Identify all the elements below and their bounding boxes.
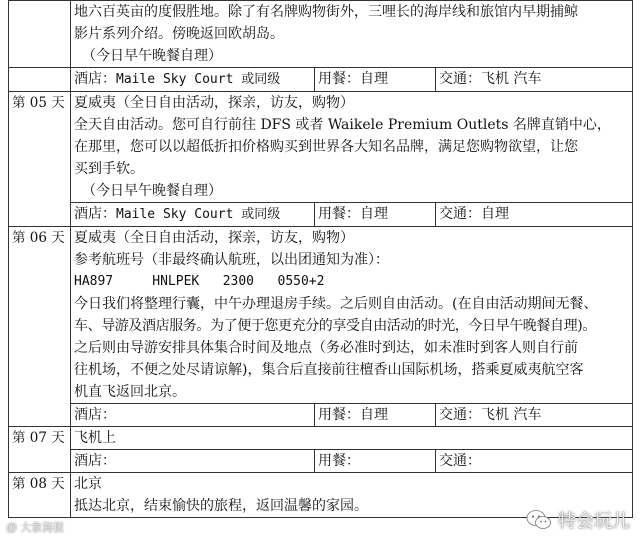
hotel-cell: 酒店： xyxy=(71,450,315,473)
day-05-info-row xyxy=(9,203,633,227)
transport-cell: 交通：飞机 汽车 xyxy=(436,68,633,92)
description-line: 参考航班号（非最终确认航班，以出团通知为准）： xyxy=(74,252,389,268)
meal-cell: 用餐：自理 xyxy=(315,68,436,92)
description-line: 北京 xyxy=(74,476,102,492)
description-line: 往机场，不便之处尽请谅解)，集合后直接前往檀香山国际机场，搭乘夏威夷航空客 xyxy=(74,362,584,378)
day-07-info-row xyxy=(9,450,633,473)
transport-cell: 交通：自理 xyxy=(436,203,633,227)
day-06-info-row xyxy=(9,404,633,427)
day-description xyxy=(71,427,633,450)
hotel-cell: 酒店：Maile Sky Court 或同级 xyxy=(71,68,315,92)
day-description xyxy=(71,1,633,68)
weibo-watermark: @ 大象海报 xyxy=(6,522,65,534)
wechat-account-name: 特会玩儿 xyxy=(558,511,630,531)
description-line: 飞机上 xyxy=(74,430,116,446)
day-06-row xyxy=(9,227,633,404)
day-04-info-row xyxy=(9,68,633,92)
description-line: （今日早午晚餐自理） xyxy=(82,183,222,199)
description-line: 机直飞返回北京。 xyxy=(74,384,186,400)
transport-cell: 交通：飞机 汽车 xyxy=(436,404,633,427)
description-line: 地六百英亩的度假胜地。除了有名牌购物街外，三哩长的海岸线和旅馆内早期捕鲸 xyxy=(74,4,578,20)
description-line: 夏威夷（全日自由活动，探亲，访友，购物） xyxy=(74,230,354,246)
hotel-cell: 酒店：Maile Sky Court 或同级 xyxy=(71,203,315,227)
description-line: 抵达北京，结束愉快的旅程，返回温馨的家园。 xyxy=(74,498,368,514)
description-line: 之后则由导游安排具体集合时间及地点（务必准时到达，如未准时到客人则自行前 xyxy=(74,340,578,356)
hotel-cell: 酒店： xyxy=(71,404,315,427)
day-label: 第 08 天 xyxy=(9,473,71,518)
meal-cell: 用餐：自理 xyxy=(315,404,436,427)
day-04-continuation-row xyxy=(9,1,633,68)
day-label: 第 07 天 xyxy=(9,427,71,473)
transport-cell: 交通： xyxy=(436,450,633,473)
day-description xyxy=(71,92,633,203)
description-line: 全天自由活动。您可自行前往 DFS 或者 Waikele Premium Outlets 名牌直销中心， xyxy=(74,117,611,133)
day-description xyxy=(71,227,633,404)
description-line: 买到手软。 xyxy=(74,161,144,177)
description-line: 在那里，您可以以超低折扣价格购买到世界各大知名品牌，满足您购物欲望，让您 xyxy=(74,139,578,155)
wechat-watermark xyxy=(526,507,630,533)
day-label-empty xyxy=(9,1,71,68)
day-label: 第 06 天 xyxy=(9,227,71,427)
day-07-row xyxy=(9,427,633,450)
meal-cell: 用餐： xyxy=(315,450,436,473)
day-05-row xyxy=(9,92,633,203)
itinerary-table xyxy=(8,0,633,518)
description-line: 今日我们将整理行囊，中午办理退房手续。之后则自由活动。(在自由活动期间无餐、 xyxy=(74,296,598,312)
description-line: 车、导游及酒店服务。为了便于您更充分的享受自由活动的时光，今日早午晚餐自理)。 xyxy=(74,318,596,334)
wechat-logo-icon xyxy=(526,509,552,531)
flight-info-line: HA897 HNLPEK 2300 0550+2 xyxy=(74,274,325,289)
description-line: 夏威夷（全日自由活动，探亲，访友，购物） xyxy=(74,95,354,111)
description-line: （今日早午晚餐自理） xyxy=(82,48,222,64)
day-label: 第 05 天 xyxy=(9,92,71,227)
meal-cell: 用餐：自理 xyxy=(315,203,436,227)
description-line: 影片系列介绍。傍晚返回欧胡岛。 xyxy=(74,26,284,42)
